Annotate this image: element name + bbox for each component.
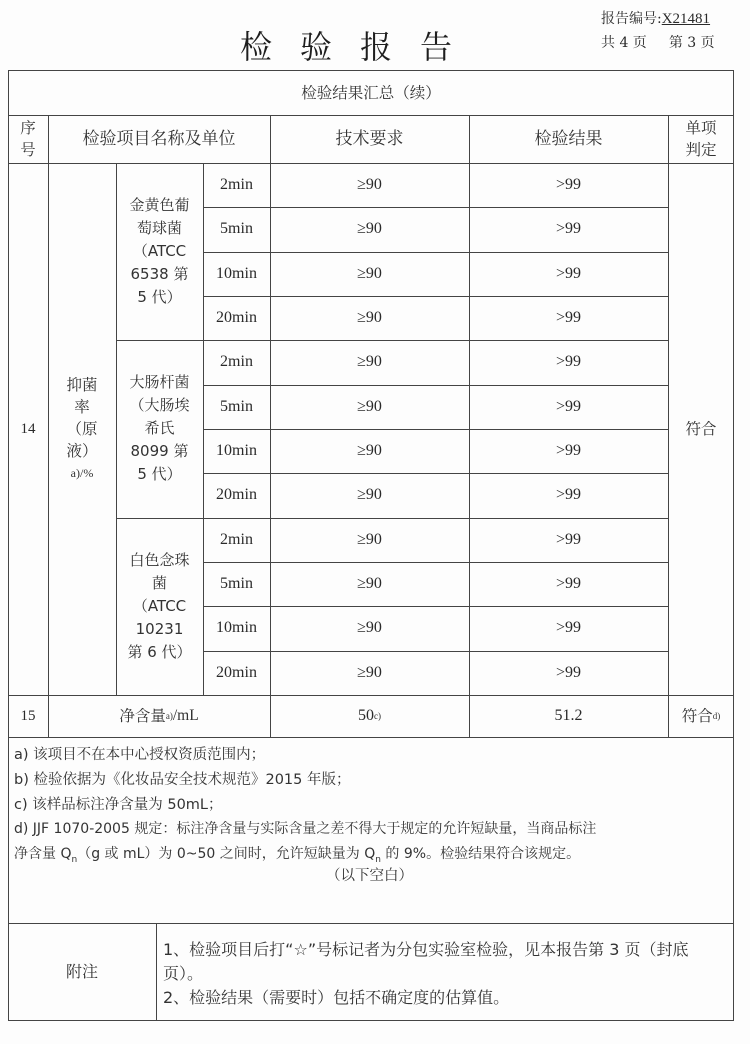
time-cell: 10min bbox=[216, 442, 257, 460]
item14-unit: a)/% bbox=[70, 466, 94, 480]
time-cell: 20min bbox=[216, 663, 257, 681]
time-cell: 10min bbox=[216, 264, 257, 282]
result-cell: >99 bbox=[555, 663, 582, 681]
result-cell: >99 bbox=[555, 442, 582, 460]
report-number bbox=[601, 8, 710, 28]
total-pages: 共 4 页 bbox=[601, 35, 647, 51]
item14-judgement: 符合 bbox=[685, 420, 717, 438]
requirement-cell: ≥90 bbox=[357, 397, 382, 415]
note-b: b) 检验依据为《化妆品安全技术规范》2015 年版； bbox=[14, 772, 351, 788]
item15-requirement bbox=[270, 695, 469, 737]
requirement-cell: ≥90 bbox=[357, 176, 382, 194]
page-indicator bbox=[601, 32, 715, 52]
header-judgement-text: 单项判定 bbox=[685, 119, 717, 159]
header-result: 检验结果 bbox=[534, 129, 603, 149]
note-d2-sub2: n bbox=[375, 854, 381, 865]
result-cell: >99 bbox=[555, 220, 582, 238]
organism-name bbox=[116, 163, 203, 340]
requirement-cell: ≥90 bbox=[357, 619, 382, 637]
note-d-line2 bbox=[14, 843, 580, 865]
note-d2-pre: 净含量 Q bbox=[14, 846, 72, 862]
requirement-cell: ≥90 bbox=[357, 575, 382, 593]
header-seq bbox=[8, 115, 48, 163]
item15-result: 51.2 bbox=[554, 707, 583, 724]
appendix-line-1: 1、检验项目后打“☆”号标记者为分包实验室检验，见本报告第 3 页（封底页）。 bbox=[163, 940, 689, 983]
requirement-cell: ≥90 bbox=[357, 530, 382, 548]
note-a: a) 该项目不在本中心授权资质范围内； bbox=[14, 747, 266, 763]
header-item: 检验项目名称及单位 bbox=[82, 129, 236, 149]
header-seq-text: 序号 bbox=[20, 119, 36, 159]
appendix-line-2: 2、检验结果（需要时）包括不确定度的估算值。 bbox=[163, 988, 510, 1007]
time-cell: 5min bbox=[220, 575, 253, 593]
item15-judgement bbox=[668, 695, 734, 737]
note-d2-sub: n bbox=[71, 854, 78, 865]
report-number-label: 报告编号: bbox=[601, 11, 662, 27]
item15-judgement-sup: d) bbox=[712, 711, 721, 721]
result-cell: >99 bbox=[555, 264, 582, 282]
item15-requirement-sup: c) bbox=[374, 711, 381, 721]
requirement-cell: ≥90 bbox=[357, 309, 382, 327]
result-cell: >99 bbox=[555, 530, 582, 548]
time-cell: 2min bbox=[220, 530, 253, 548]
header-judgement bbox=[668, 115, 734, 163]
time-cell: 10min bbox=[216, 619, 257, 637]
item14-name-text: 抑菌率（原液） bbox=[66, 376, 98, 460]
header-requirement: 技术要求 bbox=[335, 129, 404, 149]
appendix-label: 附注 bbox=[65, 962, 98, 981]
item15-name-sup: a) bbox=[165, 711, 173, 721]
organism-name-text: 白色念珠菌（ATCC 10231 第 6 代） bbox=[127, 550, 192, 661]
time-cell: 2min bbox=[220, 176, 253, 194]
requirement-cell: ≥90 bbox=[357, 486, 382, 504]
time-cell: 5min bbox=[220, 220, 253, 238]
current-page: 第 3 页 bbox=[668, 35, 715, 51]
result-cell: >99 bbox=[555, 353, 582, 371]
requirement-cell: ≥90 bbox=[357, 663, 382, 681]
item15-requirement-value: 50 bbox=[358, 707, 374, 724]
note-d2-post: 的 9%。检验结果符合该规定。 bbox=[380, 846, 581, 862]
result-cell: >99 bbox=[555, 619, 582, 637]
item15-judgement-text: 符合 bbox=[681, 707, 713, 725]
item15-unit: /mL bbox=[172, 707, 199, 724]
organism-name-text: 大肠杆菌（大肠埃希氏 8099 第 5 代） bbox=[129, 373, 190, 484]
result-cell: >99 bbox=[555, 176, 582, 194]
note-c: c) 该样品标注净含量为 50mL； bbox=[14, 797, 223, 813]
requirement-cell: ≥90 bbox=[357, 220, 382, 238]
organism-name bbox=[116, 340, 203, 517]
requirement-cell: ≥90 bbox=[357, 353, 382, 371]
result-cell: >99 bbox=[555, 397, 582, 415]
item14-seq: 14 bbox=[20, 421, 36, 437]
item15-name-text: 净含量 bbox=[119, 707, 166, 725]
organism-name-text: 金黄色葡萄球菌（ATCC 6538 第 5 代） bbox=[129, 196, 190, 307]
item15-name bbox=[48, 695, 270, 737]
blank-below: （以下空白） bbox=[326, 868, 413, 884]
result-cell: >99 bbox=[555, 486, 582, 504]
item14-name bbox=[48, 163, 116, 695]
time-cell: 20min bbox=[216, 309, 257, 327]
result-cell: >99 bbox=[555, 309, 582, 327]
note-d-line1: d) JJF 1070-2005 规定：标注净含量与实际含量之差不得大于规定的允许短缺量，当商品标注 bbox=[14, 821, 597, 837]
report-number-value: X21481 bbox=[661, 11, 711, 27]
item15-seq: 15 bbox=[20, 708, 36, 724]
time-cell: 2min bbox=[220, 353, 253, 371]
time-cell: 5min bbox=[220, 397, 253, 415]
organism-name bbox=[116, 518, 203, 695]
document-title: 检验报告 bbox=[240, 28, 481, 66]
appendix-content bbox=[163, 938, 728, 1010]
time-cell: 20min bbox=[216, 486, 257, 504]
requirement-cell: ≥90 bbox=[357, 264, 382, 282]
requirement-cell: ≥90 bbox=[357, 442, 382, 460]
note-d2-mid: （g 或 mL）为 0~50 之间时，允许短缺量为 Q bbox=[77, 846, 376, 862]
table-caption: 检验结果汇总（续） bbox=[301, 83, 441, 102]
result-cell: >99 bbox=[555, 575, 582, 593]
